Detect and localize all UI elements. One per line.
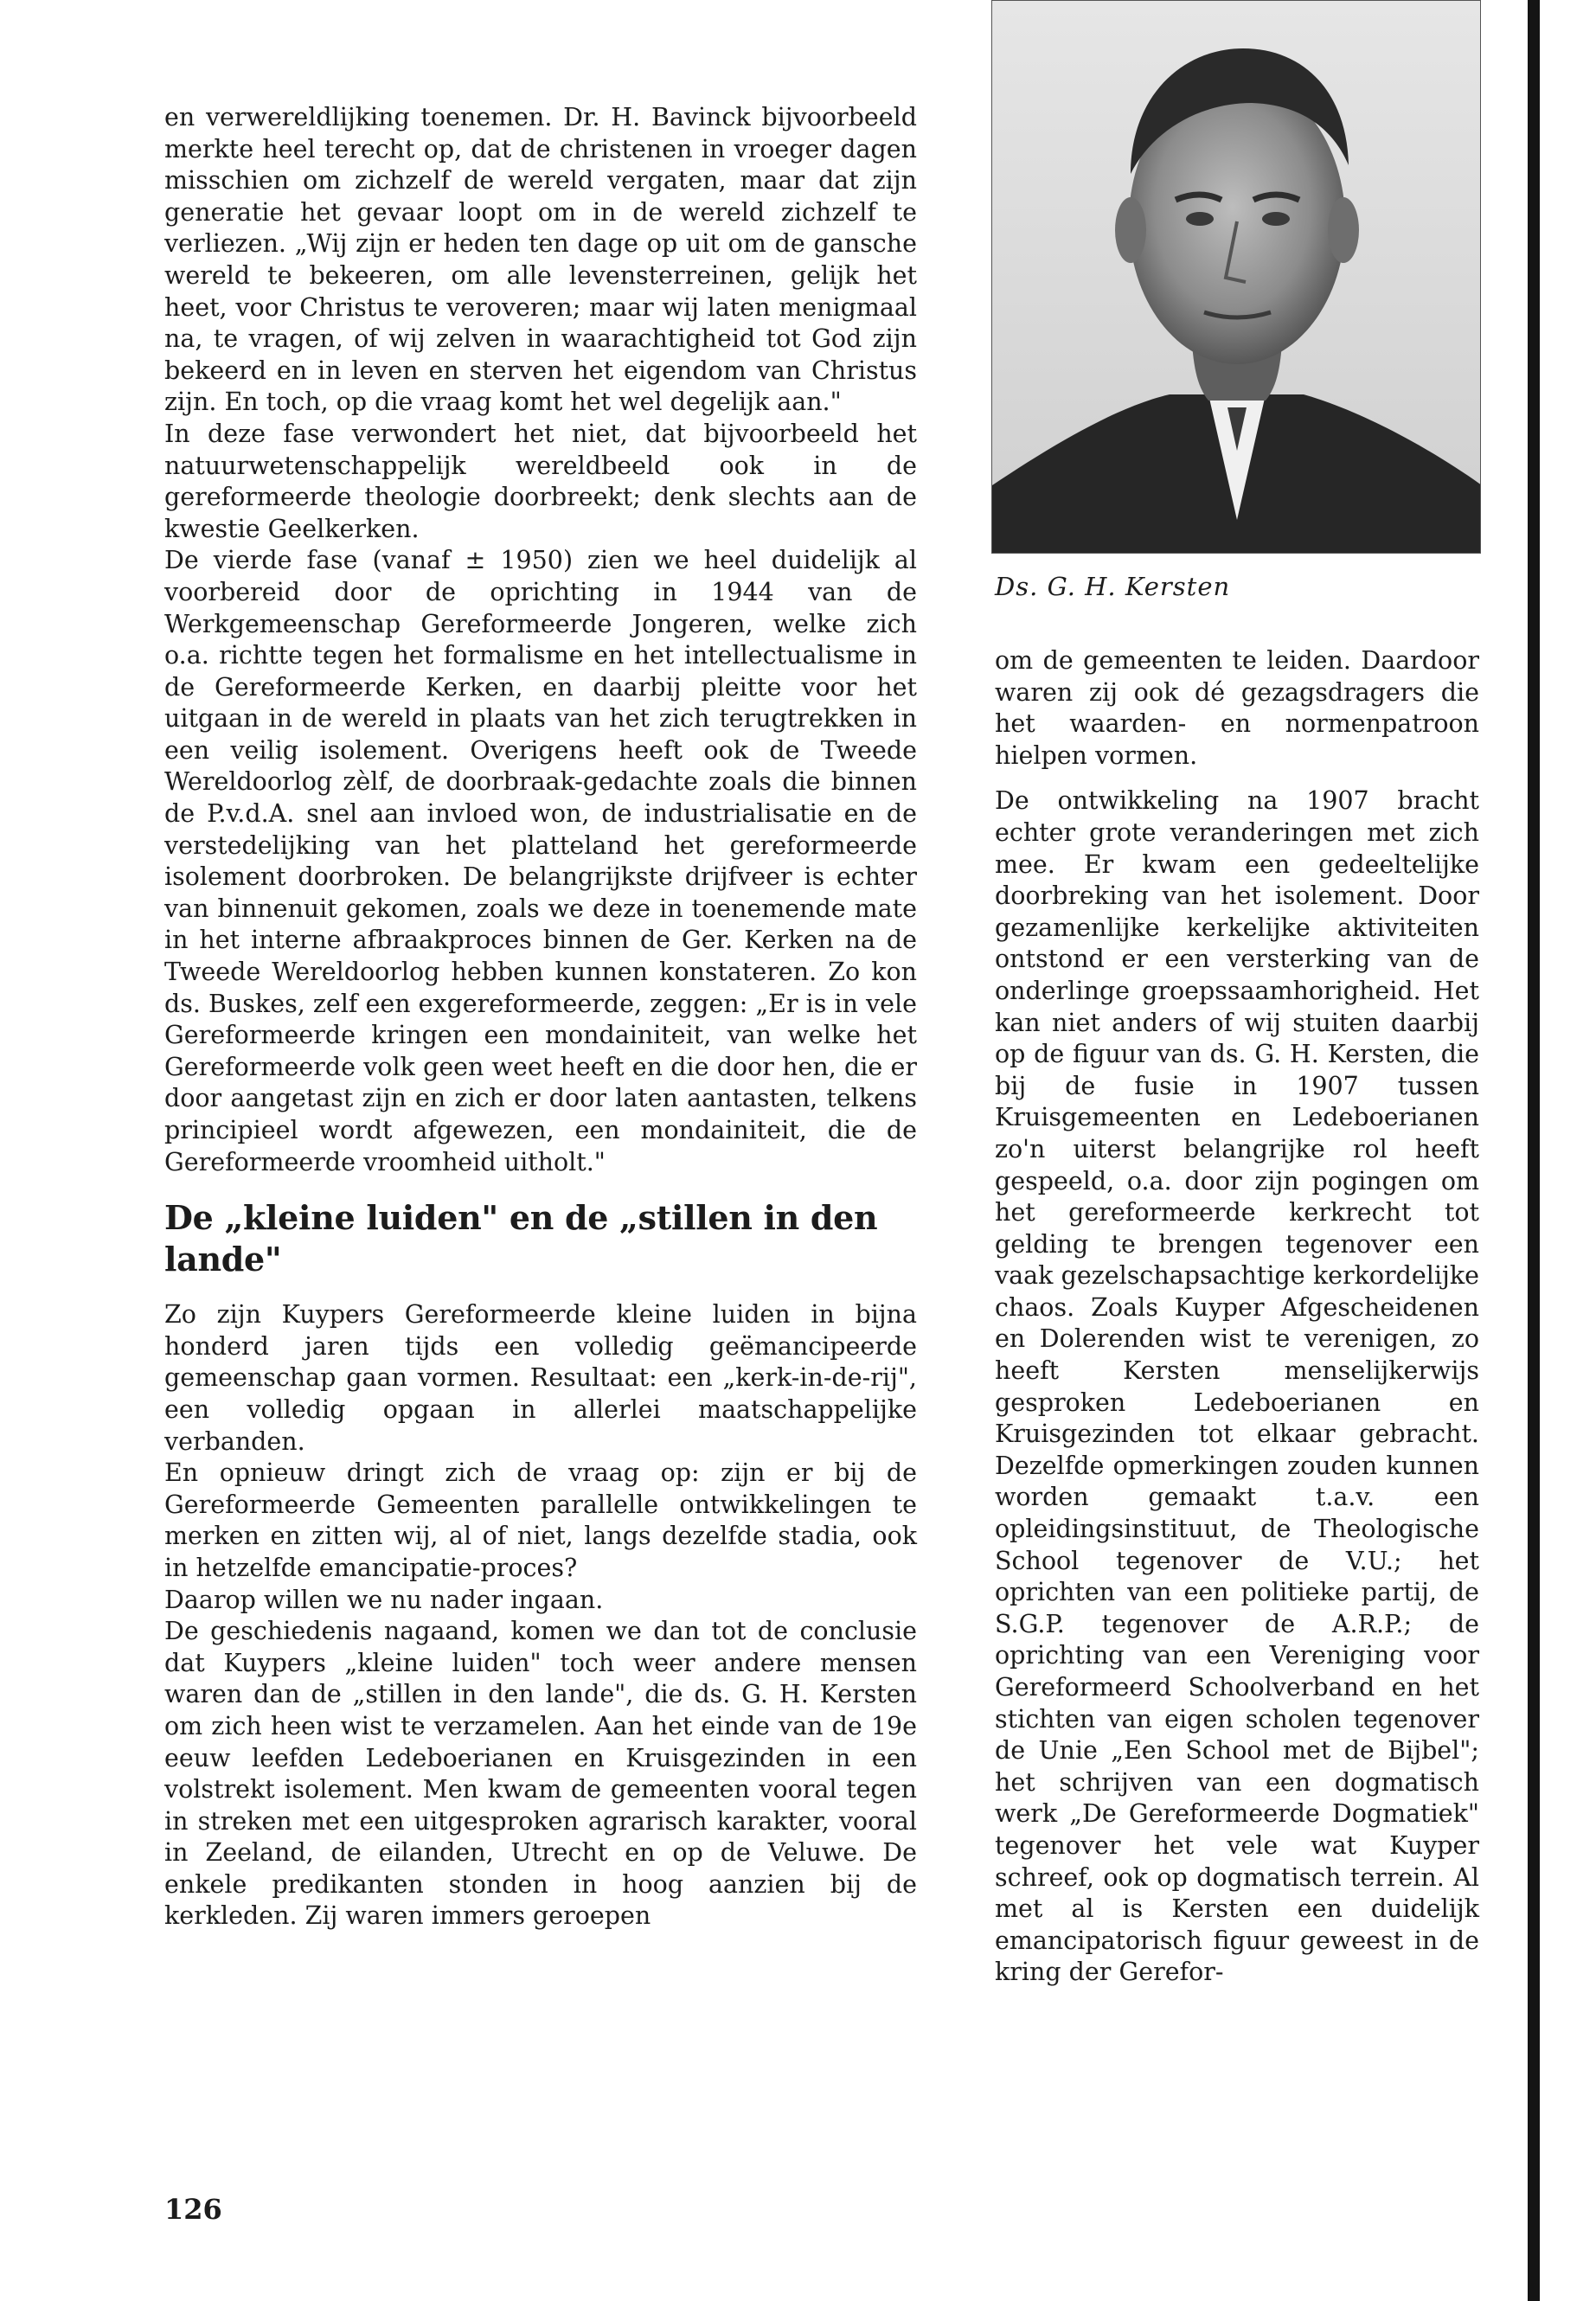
left-text-column xyxy=(164,102,917,1932)
paragraph: De geschiedenis nagaand, komen we dan tot de conclusie dat Kuypers „kleine luiden" toch weer andere mensen waren dan de „stillen in den lande", die ds. G. H. Kersten om zich heen wist te verzamelen. Aan het einde van de 19e eeuw leefden Ledeboerianen en Kruisgezinden in een volstrekt isolement. Men kwam de gemeenten vooral tegen in streken met een uitgesproken agrarisch karakter, vooral in Zeeland, de eilanden, Utrecht en op de Veluwe. De enkele predikanten stonden in hoog aanzien bij de kerkleden. Zij waren immers geroepen xyxy=(164,1617,917,1931)
portrait-photo xyxy=(991,0,1481,554)
paragraph: In deze fase verwondert het niet, dat bijvoorbeeld het natuurwetenschappelijk wereldbeeld ook in de gereformeerde theologie doorbreekt; denk slechts aan de kwestie Geelkerken. xyxy=(164,419,917,543)
page-number: 126 xyxy=(164,2193,222,2226)
section-heading: De „kleine luiden" en de „stillen in den lande" xyxy=(164,1198,878,1279)
right-text-column xyxy=(995,645,1479,2003)
paragraph: en verwereldlijking toenemen. Dr. H. Bavinck bijvoorbeeld merkte heel terecht op, dat de christenen in vroeger dagen misschien om zichzelf de wereld vergaten, maar dat zijn generatie het gevaar loopt om in de wereld zichzelf te verliezen. „Wij zijn er heden ten dage op uit om de gansche wereld te bekeeren, om alle levensterreinen, gelijk het heet, voor Christus te veroveren; maar wij laten menigmaal na, te vragen, of wij zelven in waarachtigheid tot God zijn bekeerd en in leven en sterven het eigendom van Christus zijn. En toch, op die vraag komt het wel degelijk aan." xyxy=(164,103,917,417)
paragraph: Daarop willen we nu nader ingaan. xyxy=(164,1585,604,1614)
paragraph: De ontwikkeling na 1907 bracht echter grote veranderingen met zich mee. Er kwam een gedeeltelijke doorbreking van het isolement. Door gezamenlijke kerkelijke aktiviteiten ontstond er een versterking van de onderlinge groepssaamhorigheid. Het kan niet anders of wij stuiten daarbij op de figuur van ds. G. H. Kersten, die bij de fusie in 1907 tussen Kruisgemeenten en Ledeboerianen zo'n uiterst belangrijke rol heeft gespeeld, o.a. door zijn pogingen om het gereformeerde kerkrecht tot gelding te brengen tegenover een vaak gezelschapsachtige kerkordelijke chaos. Zoals Kuyper Afgescheidenen en Dolerenden wist te verenigen, zo heeft Kersten menselijkerwijs gesproken Ledeboerianen en Kruisgezinden tot elkaar gebracht. Dezelfde opmerkingen zouden kunnen worden gemaakt t.a.v. een opleidingsinstituut, de Theologische School tegenover de V.U.; het oprichten van een politieke partij, de S.G.P. tegenover de A.R.P.; de oprichting van een Vereniging voor Gereformeerd Schoolverband en het stichten van eigen scholen tegenover de Unie „Een School met de Bijbel"; het schrijven van een dogmatisch werk „De Gereformeerde Dogmatiek" tegenover het vele wat Kuyper schreef, ook op dogmatisch terrein. Al met al is Kersten een duidelijk emancipatorisch figuur geweest in de kring der Gerefor- xyxy=(995,786,1479,1987)
paragraph: De vierde fase (vanaf ± 1950) zien we heel duidelijk al voorbereid door de oprichting in 1944 van de Werkgemeenschap Gereformeerde Jongeren, welke zich o.a. richtte tegen het formalisme en het intellectualisme in de Gereformeerde Kerken, en daarbij pleitte voor het uitgaan in de wereld in plaats van het zich terugtrekken in een veilig isolement. Overigens heeft ook de Tweede Wereldoorlog zèlf, de doorbraak-gedachte zoals die binnen de P.v.d.A. snel aan invloed won, de industrialisatie en de verstedelijking van het platteland het gereformeerde isolement doorbroken. De belangrijkste drijfveer is echter van binnenuit gekomen, zoals we deze in toenemende mate in het interne afbraakproces binnen de Ger. Kerken na de Tweede Wereldoorlog hebben kunnen konstateren. Zo kon ds. Buskes, zelf een exgereformeerde, zeggen: „Er is in vele Gereformeerde kringen een mondainiteit, van welke het Gereformeerde volk geen weet heeft en die door hen, die er door aangetast zijn en zich er door laten aantasten, telkens principieel wordt afgewezen, een mondainiteit, die de Gereformeerde vroomheid uitholt." xyxy=(164,546,917,1176)
paragraph: om de gemeenten te leiden. Daardoor waren zij ook dé gezagsdragers die het waarden- en normenpatroon hielpen vormen. xyxy=(995,646,1479,770)
paragraph: En opnieuw dringt zich de vraag op: zijn er bij de Gereformeerde Gemeenten parallelle ontwikkelingen te merken en zitten wij, al of niet, langs dezelfde stadia, ook in hetzelfde emancipatie-proces? xyxy=(164,1458,917,1582)
portrait-image xyxy=(992,1,1481,554)
paragraph: Zo zijn Kuypers Gereformeerde kleine luiden in bijna honderd jaren tijds een volledig geëmancipeerde gemeenschap gaan vormen. Resultaat: een „kerk-in-de-rij", een volledig opgaan in allerlei maatschappelijke verbanden. xyxy=(164,1300,917,1456)
page-edge-shadow xyxy=(1528,0,1540,2301)
photo-caption: Ds. G. H. Kersten xyxy=(995,572,1231,601)
